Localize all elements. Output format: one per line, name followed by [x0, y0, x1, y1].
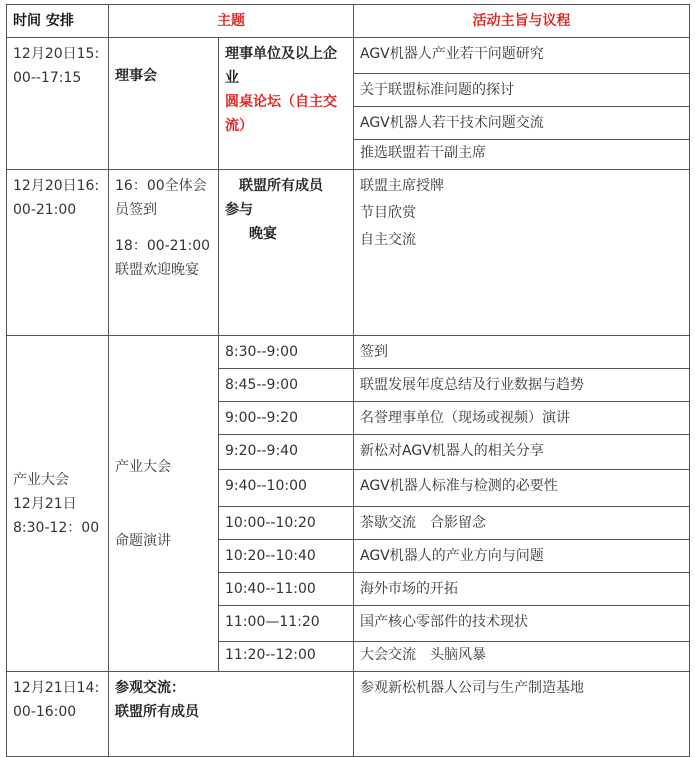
section3-slot-item: 海外市场的开拓	[354, 573, 690, 606]
section3-slot-time: 10:40--11:00	[219, 573, 354, 606]
section2-topic	[109, 170, 219, 336]
section3-topic-l2: 命题演讲	[115, 532, 171, 549]
section3-slot-item: 国产核心零部件的技术现状	[354, 606, 690, 642]
section2-item: 联盟主席授牌	[360, 178, 444, 194]
section3-slot-item: 大会交流 头脑风暴	[354, 642, 690, 672]
section3-slot-time: 10:20--10:40	[219, 540, 354, 573]
section2-participants-l3: 晚宴	[249, 226, 277, 242]
section3-time	[7, 336, 109, 672]
section3-slot-time: 8:45--9:00	[219, 369, 354, 402]
section3-slot-item: 新松对AGV机器人的相关分享	[354, 435, 690, 470]
section2-items	[354, 170, 690, 336]
section1-participants-text: 理事单位及以上企业	[225, 46, 337, 86]
section3-slot-item: AGV机器人的产业方向与问题	[354, 540, 690, 573]
section2-dinner: 18：00-21:00联盟欢迎晚宴	[115, 238, 211, 278]
section4-topic	[109, 672, 354, 757]
section3-slot-item: 名誉理事单位（现场或视频）演讲	[354, 402, 690, 435]
header-time: 时间 安排	[7, 5, 109, 38]
section3-slot-item: 联盟发展年度总结及行业数据与趋势	[354, 369, 690, 402]
section2-item: 节目欣赏	[360, 205, 416, 221]
section3-topic	[109, 336, 219, 672]
section4-topic-l1: 参观交流：	[115, 680, 185, 696]
section4-time: 12月21日14:00-16:00	[7, 672, 109, 757]
section4-topic-l2: 联盟所有成员	[115, 704, 199, 720]
section2-participants-l2: 参与	[225, 202, 253, 218]
section1-forum: 圆桌论坛（自主交流）	[225, 94, 337, 134]
section3-slot-time: 11:00—11:20	[219, 606, 354, 642]
schedule-table	[6, 4, 690, 757]
section3-time-l3: 8:30-12：00	[13, 519, 100, 536]
section3-slot-time: 9:00--9:20	[219, 402, 354, 435]
section3-slot-time: 10:00--10:20	[219, 507, 354, 540]
section1-topic: 理事会	[109, 38, 219, 170]
section3-slot-time: 11:20--12:00	[219, 642, 354, 672]
section1-time: 12月20日15:00--17:15	[7, 38, 109, 170]
header-topic: 主题	[109, 5, 354, 38]
section1-row	[7, 38, 690, 74]
section3-slot-item: AGV机器人标准与检测的必要性	[354, 470, 690, 507]
section1-participants	[219, 38, 354, 170]
section3-row	[7, 336, 690, 369]
header-row	[7, 5, 690, 38]
section2-signin: 16：00全体会员签到	[115, 178, 207, 218]
section2-participants-l1: 联盟所有成员	[239, 178, 323, 194]
section1-item: 关于联盟标准问题的探讨	[354, 74, 690, 107]
section4-row	[7, 672, 690, 757]
section1-item: AGV机器人产业若干问题研究	[354, 38, 690, 74]
section3-time-l1: 产业大会	[13, 471, 69, 488]
section2-participants	[219, 170, 354, 336]
section3-slot-time: 9:20--9:40	[219, 435, 354, 470]
section4-item: 参观新松机器人公司与生产制造基地	[354, 672, 690, 757]
section3-time-l2: 12月21日	[13, 495, 77, 512]
section1-item: 推选联盟若干副主席	[354, 140, 690, 170]
section3-slot-item: 茶歇交流 合影留念	[354, 507, 690, 540]
section2-item: 自主交流	[360, 232, 416, 248]
section2-row	[7, 170, 690, 336]
section3-topic-l1: 产业大会	[115, 458, 171, 475]
header-agenda: 活动主旨与议程	[354, 5, 690, 38]
section3-slot-time: 8:30--9:00	[219, 336, 354, 369]
section2-time: 12月20日16:00-21:00	[7, 170, 109, 336]
section3-slot-time: 9:40--10:00	[219, 470, 354, 507]
section1-item: AGV机器人若干技术问题交流	[354, 107, 690, 140]
section3-slot-item: 签到	[354, 336, 690, 369]
